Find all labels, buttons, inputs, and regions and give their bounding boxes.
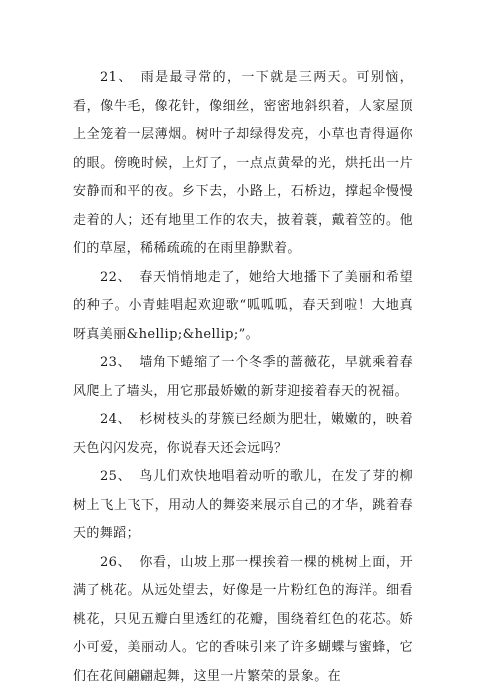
paragraph-number: 26、	[100, 555, 131, 570]
paragraph-number: 22、	[100, 270, 131, 285]
paragraph-text: 春天悄悄地走了，她给大地播下了美丽和希望的种子。小青蛙唱起欢迎歌“呱呱呱，春天到啦！大地真呀真美丽&hellip;&hellip;”。	[73, 270, 413, 342]
paragraph-22	[73, 264, 413, 350]
paragraph-number: 21、	[100, 70, 133, 85]
paragraph-number: 25、	[100, 469, 131, 484]
paragraph-26	[73, 549, 413, 691]
paragraph-text: 杉树枝头的芽簇已经颇为肥壮，嫩嫩的，映着天色闪闪发亮，你说春天还会远吗？	[73, 412, 413, 456]
document-body	[73, 64, 413, 691]
paragraph-25	[73, 463, 413, 549]
paragraph-number: 24、	[100, 412, 131, 427]
paragraph-23	[73, 349, 413, 406]
paragraph-text: 你看，山坡上那一棵挨着一棵的桃树上面，开满了桃花。从远处望去，好像是一片粉红色的海洋。细看桃花，只见五瓣白里透红的花瓣，围绕着红色的花芯。娇小可爱，美丽动人。它的香味引来了许多蝴蝶与蜜蜂，它们在花间翩翩起舞，这里一片繁荣的景象。在	[73, 555, 413, 684]
paragraph-text: 雨是最寻常的，一下就是三两天。可别恼，看，像牛毛，像花针，像细丝，密密地斜织着，人家屋顶上全笼着一层薄烟。树叶子却绿得发亮，小草也青得逼你的眼。傍晚时候，上灯了，一点点黄晕的光，烘托出一片安静而和平的夜。乡下去，小路上，石桥边，撑起伞慢慢走着的人；还有地里工作的农夫，披着蓑，戴着笠的。他们的草屋，稀稀疏疏的在雨里静默着。	[73, 70, 413, 256]
paragraph-21	[73, 64, 413, 264]
paragraph-text: 鸟儿们欢快地唱着动听的歌儿，在发了芽的柳树上飞上飞下，用动人的舞姿来展示自己的才华，跳着春天的舞蹈；	[73, 469, 413, 541]
paragraph-number: 23、	[100, 355, 131, 370]
paragraph-text: 墙角下蜷缩了一个冬季的蔷薇花，早就乘着春风爬上了墙头，用它那最娇嫩的新芽迎接着春天的祝福。	[73, 355, 413, 399]
paragraph-24	[73, 406, 413, 463]
